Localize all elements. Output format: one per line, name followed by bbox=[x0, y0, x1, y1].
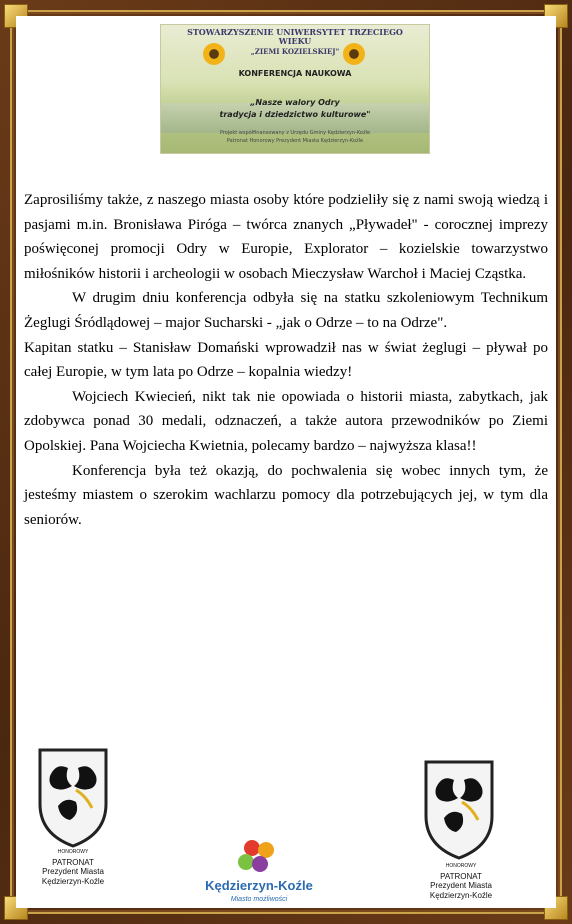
patronage-label-left bbox=[18, 848, 128, 886]
organization-line: WIEKU bbox=[278, 36, 312, 46]
theme-line: tradycja i dziedzictwo kulturowe" bbox=[219, 110, 371, 119]
article-body bbox=[24, 188, 548, 532]
organization-line: STOWARZYSZENIE UNIWERSYTET TRZECIEGO bbox=[187, 27, 403, 37]
paragraph: Zaprosiliśmy także, z naszego miasta osoby które podzieliły się z nami swoją wiedzą i pasjami m.in. Bronisława Piróga – twórca znanych „Pływadeł" - corocznej imprezy poświęconej promocji Odry w Europie, Explorator – kozielskie towarzystwo miłośników historii i archeologii w osobach Mieczysław Warchoł i Maciej Cząstka. bbox=[24, 192, 548, 282]
patronage-line: Kędzierzyn-Koźle bbox=[41, 876, 105, 886]
footnote-line: Patronat Honorowy Prezydent Miasta Kędzierzyn-Koźle bbox=[226, 138, 364, 144]
footnote-line: Projekt współfinansowany z Urzędu Gminy Kędzierzyn-Koźle bbox=[219, 130, 371, 136]
paragraph: Wojciech Kwiecień, nikt tak nie opowiada o historii miasta, zabytkach, jak zdobywca ponad 30 medali, odznaczeń, a także autora przewodników po Ziemi Opolskiej. Pana Wojciecha Kwietnia, polecamy bardzo – najwyższa klasa!! bbox=[24, 388, 548, 454]
organization-name bbox=[161, 28, 429, 46]
city-logo-icon bbox=[194, 830, 324, 880]
patronage-line: Prezydent Miasta bbox=[430, 881, 492, 890]
patronage-line: HONOROWY bbox=[57, 849, 89, 855]
city-crest-icon bbox=[422, 758, 496, 860]
city-logo-tagline: Miasto możliwości bbox=[230, 896, 288, 903]
city-logo-name: Kędzierzyn-Koźle bbox=[205, 878, 313, 893]
document-page bbox=[16, 16, 556, 908]
conference-title: KONFERENCJA NAUKOWA bbox=[238, 69, 352, 78]
paragraph: Kapitan statku – Stanisław Domański wprowadził nas w świat żeglugi – pływał po całej Europie, w tym lata po Odrze – kopalnia wiedzy! bbox=[24, 339, 548, 381]
patronage-line: Kędzierzyn-Koźle bbox=[429, 890, 493, 900]
city-logo bbox=[194, 830, 324, 910]
patronage-label-right bbox=[406, 862, 516, 900]
conference-banner bbox=[160, 24, 430, 154]
patronage-line: PATRONAT bbox=[440, 871, 482, 881]
organization-region: „ZIEMI KOZIELSKIEJ" bbox=[250, 47, 340, 56]
city-crest-icon bbox=[36, 746, 110, 848]
paragraph: Konferencja była też okazją, do pochwalenia się wobec innych tym, że jesteśmy miastem o szerokim wachlarzu pomocy dla potrzebujących jej, w tym dla seniorów. bbox=[24, 462, 548, 528]
patronage-line: HONOROWY bbox=[445, 863, 477, 869]
theme-line: „Nasze walory Odry bbox=[250, 98, 340, 107]
patronage-line: PATRONAT bbox=[52, 857, 94, 867]
conference-theme bbox=[161, 97, 429, 121]
banner-footnote bbox=[167, 129, 423, 145]
patronage-line: Prezydent Miasta bbox=[42, 867, 104, 876]
paragraph: W drugim dniu konferencja odbyła się na statku szkoleniowym Technikum Żeglugi Śródlądowej – major Sucharski - „jak o Odrze – to na Odrze". bbox=[24, 290, 548, 331]
